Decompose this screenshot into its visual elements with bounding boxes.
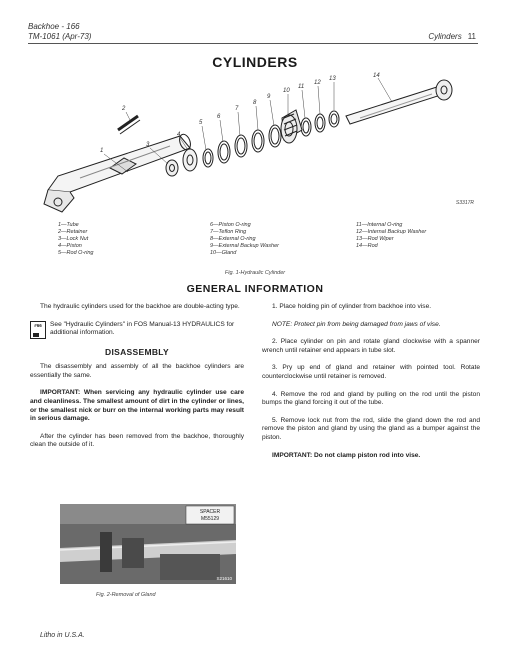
legend-item: 7—Teflon Ring: [210, 229, 247, 235]
step-5: 5. Remove lock nut from the rod, slide the gland down the rod and remove the piston and gland by using the gland as a bumper against the piston.: [262, 416, 480, 441]
legend-item: 4—Piston: [58, 243, 82, 249]
figure-1-caption: Fig. 1-Hydraulic Cylinder: [224, 270, 286, 276]
photo-label-spacer: SPACER: [199, 509, 221, 515]
step-3: 3. Pry up end of gland and retainer with pointed tool. Rotate counterclockwise until retainer is removed.: [262, 364, 480, 380]
disassembly-paragraph: The disassembly and assembly of all the backhoe cylinders are essentially the same.: [30, 363, 244, 379]
gland-removal-photo: [60, 504, 236, 584]
footer-litho: Litho in U.S.A.: [40, 632, 85, 639]
step-2: 2. Place cylinder on pin and rotate gland clockwise with a spanner wrench until retainer end appears in tube slot.: [262, 338, 480, 354]
legend-item: 8—External O-ring: [210, 236, 256, 242]
step-4: 4. Remove the rod and gland by pulling on the rod until the piston bumps the gland forcing it out of the tube.: [262, 390, 480, 407]
callout-13: 13: [329, 76, 336, 82]
photo-label-part: M55129: [200, 516, 220, 522]
callout-11: 11: [298, 84, 305, 90]
legend-column-2: [210, 222, 279, 257]
callout-4: 4: [177, 132, 181, 138]
header-section: [428, 32, 476, 41]
fos-reference-text: See "Hydraulic Cylinders" in FOS Manual-13 HYDRAULICS for additional information.: [50, 320, 235, 337]
legend-item: 12—Internal Backup Washer: [356, 229, 427, 235]
legend-column-3: [356, 222, 426, 250]
legend-item: 5—Rod O-ring: [58, 250, 94, 256]
figure-1-id: S3317R: [455, 200, 474, 206]
header-line-2: TM-1061 (Apr-73): [28, 32, 92, 41]
note-protect-pin: NOTE: Protect pin from being damaged from jaws of vise.: [272, 320, 441, 328]
legend-item: 13—Rod Wiper: [356, 236, 394, 242]
legend-item: 11—Internal O-ring: [356, 222, 403, 228]
disassembly-heading: DISASSEMBLY: [105, 346, 169, 357]
hydraulic-cylinder-exploded-diagram: [40, 72, 480, 220]
fos-manual-icon: #66: [30, 321, 46, 339]
legend-item: 6—Piston O-ring: [210, 222, 251, 228]
legend-item: 9—External Backup Washer: [210, 243, 279, 249]
legend-item: 10—Gland: [210, 250, 237, 256]
seal-rings: [203, 111, 339, 167]
header-manual-info: [28, 22, 91, 42]
right-column: [262, 303, 480, 469]
callout-6: 6: [217, 114, 221, 120]
legend-item: 3—Lock Nut: [58, 236, 89, 242]
figure-2-id: S21610: [216, 576, 232, 581]
callout-10: 10: [283, 88, 290, 94]
legend-column-1: [58, 222, 93, 257]
callout-14: 14: [373, 73, 380, 79]
gland-part: [281, 110, 302, 143]
fos-reference: [30, 321, 244, 339]
callout-7: 7: [235, 106, 239, 112]
legend-item: 2—Retainer: [58, 229, 88, 235]
page-number: 11: [467, 32, 476, 41]
piston-part: [183, 149, 197, 171]
callout-3: 3: [146, 142, 150, 148]
rod-part: [346, 80, 452, 124]
page-title: CYLINDERS: [212, 54, 298, 70]
left-column: [30, 303, 244, 459]
callout-8: 8: [253, 100, 257, 106]
step-1: 1. Place holding pin of cylinder from backhoe into vise.: [272, 303, 432, 310]
callout-5: 5: [199, 120, 203, 126]
callout-12: 12: [314, 80, 321, 86]
important-notice: IMPORTANT: When servicing any hydraulic cylinder use care and cleanliness. The smallest amount of dirt in the cylinder or lines, or the smallest nick or burr on the internal working parts may result in serious damage.: [30, 389, 244, 423]
header-rule: [28, 43, 478, 44]
retainer-part: [118, 116, 140, 134]
cleaning-paragraph: After the cylinder has been removed from the backhoe, thoroughly clean the outside of it.: [30, 432, 244, 449]
legend-item: 1—Tube: [58, 222, 79, 228]
callout-9: 9: [267, 94, 271, 100]
callout-1: 1: [100, 148, 104, 154]
lock-nut-part: [166, 160, 178, 176]
callout-2: 2: [122, 106, 126, 112]
section-name: Cylinders: [428, 32, 462, 41]
header-line-1: Backhoe - 166: [28, 22, 80, 31]
important-piston-rod: IMPORTANT: Do not clamp piston rod into vise.: [272, 451, 421, 459]
legend-item: 14—Rod: [356, 243, 378, 249]
intro-paragraph: The hydraulic cylinders used for the backhoe are double-acting type.: [40, 303, 240, 310]
figure-2-caption: Fig. 2-Removal of Gland: [96, 592, 156, 598]
general-information-heading: GENERAL INFORMATION: [186, 283, 324, 295]
